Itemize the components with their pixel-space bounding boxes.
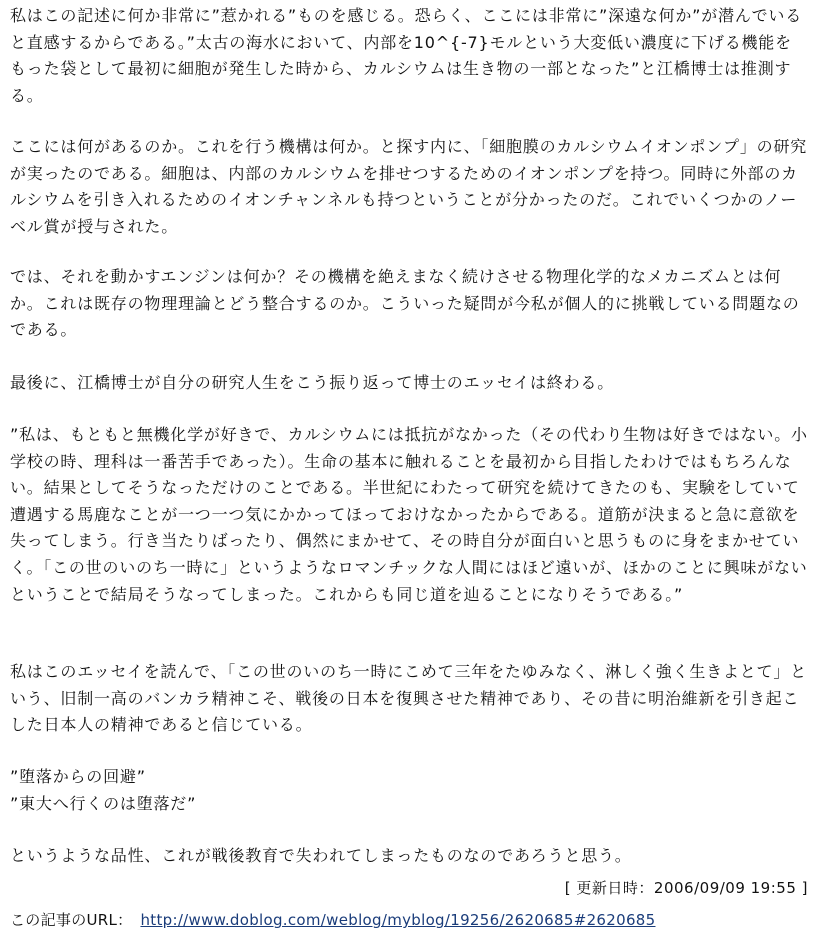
paragraph: 私はこのエッセイを読んで、「この世のいのち一時にこめて三年をたゆみなく、淋しく強く生きよとて」という、旧制一高のバンカラ精神こそ、戦後の日本を復興させた精神であり、その昔に明治維新を引き起こした日本人の精神であると信じている。: [10, 662, 807, 735]
updated-timestamp: [ 更新日時：2006/09/09 19:55 ]: [564, 879, 808, 897]
quote-paragraph: ”私は、もともと無機化学が好きで、カルシウムには抵抗がなかった（その代わり生物は好きではない。小学校の時、理科は一番苦手であった）。生命の基本に触れることを最初から目指したわけではもちろんない。結果としてそうなっただけのことである。半世紀にわたって研究を続けてきたのも、実験をしていて遭遇する馬鹿なことが一つ一つ気にかかってほっておけなかったからである。道筋が決まると急に意欲を失ってしまう。行き当たりばったり、偶然にまかせて、その時自分が面白いと思うものに身をまかせていく。「この世のいのち一時に」というようなロマンチックな人間にはほど遠いが、ほかのことに興味がないということで結局そうなってしまった。これからも同じ道を辿ることになりそうである。”: [10, 425, 808, 604]
permalink-link[interactable]: http://www.doblog.com/weblog/myblog/19256/2620685#2620685: [140, 911, 656, 929]
paragraph: 私はこの記述に何か非常に”惹かれる”ものを感じる。恐らく、ここには非常に”深遠な何か”が潜んでいると直感するからである。”太古の海水において、内部を10^{-7}モルという大変低い濃度に下げる機能をもった袋として最初に細胞が発生した時から、カルシウムは生き物の一部となった”と江橋博士は推測する。: [10, 6, 803, 105]
quote-lines: ”堕落からの回避” ”東大へ行くのは堕落だ”: [10, 767, 197, 813]
paragraph: 最後に、江橋博士が自分の研究人生をこう振り返って博士のエッセイは終わる。: [10, 373, 615, 392]
paragraph: というような品性、これが戦後教育で失われてしまったものなのであろうと思う。: [10, 846, 632, 865]
paragraph: ここには何があるのか。これを行う機構は何か。と探す内に、「細胞膜のカルシウムイオンポンプ」の研究が実ったのである。細胞は、内部のカルシウムを排せつするためのイオンポンプを持つ。同時に外部のカルシウムを引き入れるためのイオンチャンネルも持つということが分かったのだ。これでいくつかのノーベル賞が授与された。: [10, 137, 808, 236]
permalink-row: [10, 909, 655, 930]
paragraph: では、それを動かすエンジンは何か？その機構を絶えまなく続けさせる物理化学的なメカニズムとは何か。これは既存の物理理論とどう整合するのか。こういった疑問が今私が個人的に挑戦している問題なのである。: [10, 267, 800, 340]
permalink-label: この記事のURL：: [10, 911, 133, 929]
